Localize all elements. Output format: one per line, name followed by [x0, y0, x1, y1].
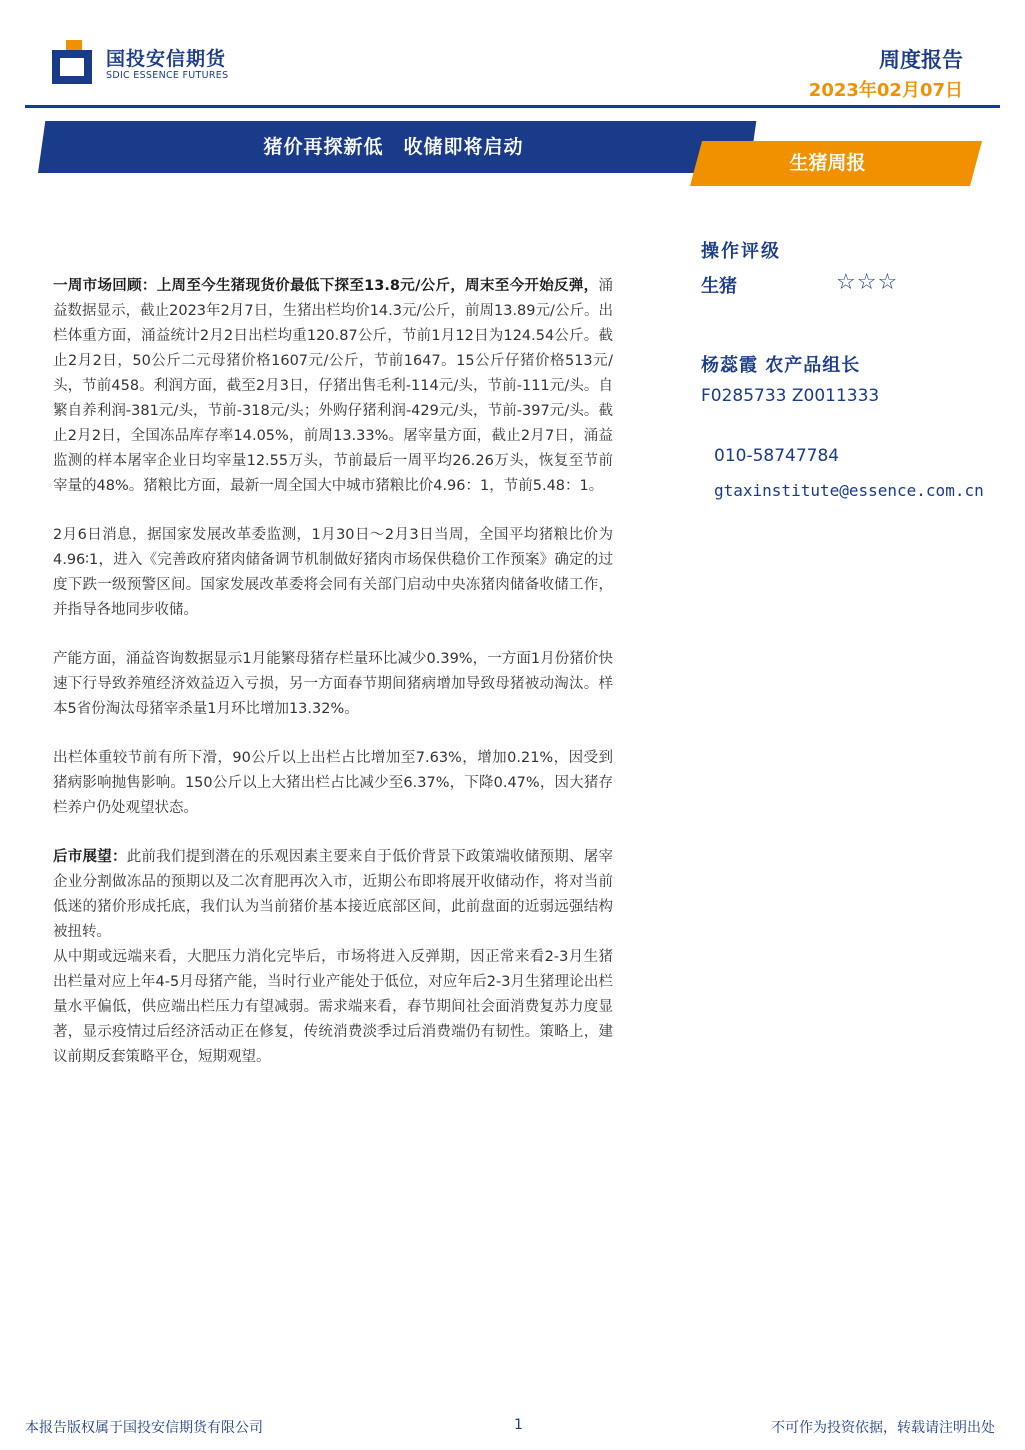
contact-email[interactable]: gtaxinstitute@essence.com.cn [714, 481, 984, 500]
paragraph-weight: 出栏体重较节前有所下滑，90公斤以上出栏占比增加至7.63%，增加0.21%，因受到猪病影响抛售影响。150公斤以上大猪出栏占比减少至6.37%，下降0.47%，因大猪存栏养户仍处观望状态。 [53, 750, 613, 816]
logo-mark-icon [52, 40, 96, 84]
report-type: 周度报告 [879, 48, 963, 72]
page-number: 1 [514, 1417, 523, 1433]
footer-disclaimer: 不可作为投资依据，转载请注明出处 [771, 1420, 995, 1436]
market-review-lead: 一周市场回顾：上周至今生猪现货价最低下探至13.8元/公斤，周末至今开始反弹， [53, 278, 599, 294]
company-name: 国投安信期货 [106, 48, 227, 70]
paragraph-midterm: 从中期或远端来看，大肥压力消化完毕后，市场将进入反弹期，因正常来看2-3月生猪出栏量对应上年4-5月母猪产能，当时行业产能处于低位，对应年后2-3月生猪理论出栏量水平偏低，供应端出栏压力有望减弱。需求端来看，春节期间社会面消费复苏力度显著，显示疫情过后经济活动正在修复，传统消费淡季过后消费端仍有韧性。策略上，建议前期反套策略平仓，短期观望。 [53, 949, 613, 1065]
footer-copyright: 本报告版权属于国投安信期货有限公司 [25, 1420, 263, 1436]
header-divider [25, 105, 1000, 108]
analyst-cert: F0285733 Z0011333 [701, 386, 880, 406]
contact-phone: 010-58747784 [714, 446, 840, 466]
rating-label: 操作评级 [701, 241, 781, 262]
report-subtitle: 生猪周报 [789, 152, 866, 174]
rating-stars-icon: ☆☆☆ [836, 270, 899, 295]
market-review-text: 涌益数据显示，截止2023年2月7日，生猪出栏均价14.3元/公斤，前周13.89元/公斤。出栏体重方面，涌益统计2月2日出栏均重120.87公斤，节前1月12日为124.54公斤。截止2月2日，50公斤二元母猪价格1607元/公斤，节前1647。15公斤仔猪价格513元/头，节前458。利润方面，截至2月3日，仔猪出售毛利-114元/头，节前-111元/头。自繁自养利润-381元/头，节前-318元/头；外购仔猪利润-429元/头，节前-397元/头。截止2月2日，全国冻品库存率14.05%，前周13.33%。屠宰量方面，截止2月7日，涌益监测的样本屠宰企业日均宰量12.55万头，节前最后一周平均26.26万头，恢复至节前宰量的48%。猪粮比方面，最新一周全国大中城市猪粮比价4.96：1，节前5.48：1。 [53, 278, 613, 494]
outlook-lead: 后市展望： [53, 849, 127, 865]
paragraph-policy: 2月6日消息，据国家发展改革委监测，1月30日～2月3日当周，全国平均猪粮比价为4.96∶1，进入《完善政府猪肉储备调节机制做好猪肉市场保供稳价工作预案》确定的过度下跌一级预警区间。国家发展改革委将会同有关部门启动中央冻猪肉储备收储工作，并指导各地同步收储。 [53, 527, 613, 618]
report-date: 2023年02月07日 [808, 80, 963, 101]
paragraph-market-review [53, 274, 613, 499]
report-title: 猪价再探新低 收储即将启动 [263, 136, 524, 158]
rating-product: 生猪 [701, 276, 737, 297]
report-body [53, 274, 613, 1070]
paragraph-capacity: 产能方面，涌益咨询数据显示1月能繁母猪存栏量环比减少0.39%，一方面1月份猪价快速下行导致养殖经济效益迈入亏损，另一方面春节期间猪病增加导致母猪被动淘汰。样本5省份淘汰母猪宰杀量1月环比增加13.32%。 [53, 651, 613, 717]
outlook-text: 此前我们提到潜在的乐观因素主要来自于低价背景下政策端收储预期、屠宰企业分割做冻品的预期以及二次育肥再次入市，近期公布即将展开收储动作，将对当前低迷的猪价形成托底，我们认为当前猪价基本接近底部区间，此前盘面的近弱远强结构被扭转。 [53, 849, 613, 940]
analyst-name: 杨蕊霞 农产品组长 [701, 355, 861, 376]
company-name-en: SDIC ESSENCE FUTURES [106, 70, 229, 81]
paragraph-outlook [53, 845, 613, 945]
company-logo [52, 40, 252, 86]
